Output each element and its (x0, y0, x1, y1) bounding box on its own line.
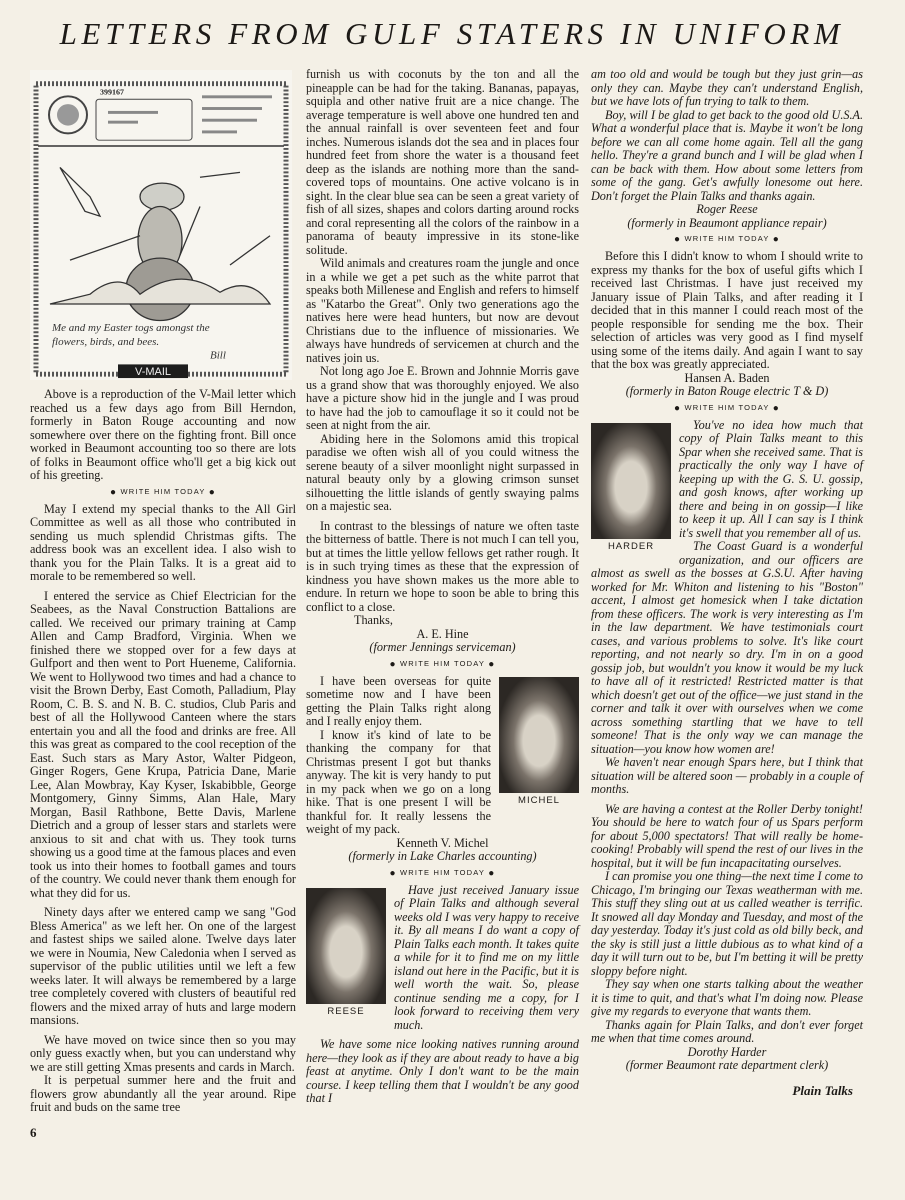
paragraph: Abiding here in the Solomons amid this tropical paradise we often wish all of you could witness the serene beauty of a silver moonlight night surpassed in natural beauty only by a glowing crimson sunset silhouetting the little islands of gently swaying palms on a majestic sea. (306, 431, 579, 513)
write-him-today-divider: ● WRITE HIM TODAY ● (109, 486, 217, 498)
paragraph: Before this I didn't know to whom I should write to express my thanks for the box of useful gifts which I received last Christmas. I have just received my January issue of Plain Talks, and after reading it I decided that in this manner I could reach most of the people responsible for sending me the box. Their selection of articles was very good as I find myself using some of the items daily. And again I want to say that the box was greatly appreciated. (591, 249, 863, 371)
signature-affiliation: (former Jennings serviceman) (369, 640, 516, 654)
vmail-label: V-MAIL (134, 366, 172, 379)
signature-name: Hansen A. Baden (684, 370, 770, 385)
paragraph: Thanks again for Plain Talks, and don't ever forget me when that time comes around. (591, 1017, 863, 1045)
signature-name: A. E. Hine (416, 626, 469, 641)
paragraph: Boy, will I be glad to get back to the good old U.S.A. What a wonderful place that is. Maybe it won't be long before we can all come home again. Tell all the gang hello. They're a grand bunch and I will be glad when I can be back with them. How about some letters from some of the gang. Get's awfully lonesome out here. Don't forget the Plain Talks and thanks again. (591, 107, 863, 203)
paragraph: Not long ago Joe E. Brown and Johnnie Morris gave us a grand show that was thoroughly enjoyed. We also have a picture show hid in the jungle and I was proud to have had the job to camouflage it so it could not be seen at night from the air. (306, 364, 579, 432)
paragraph: Have just received January issue of Plain Talks and although several weeks old I was very happy to receive it. By all means I do want a copy of Plain Talks each month. It takes quite a while for it to find me on my little island out here in the Pacific, but it is well worth the wait. So, please continue sending me a copy, for I look forward to receiving them very much. (394, 882, 579, 1032)
paragraph: am too old and would be tough but they just grin—as only they can. Maybe they can't understand English, but we have lots of fun trying to talk to them. (591, 67, 863, 108)
paragraph: The Coast Guard is a wonderful organization, and our officers are almost as swell as the bosses at G.S.U. After having worked for Mr. Whiton and listening to his "Boston" accent, I almost get homesick when I take dictation from these officers. The work is very interesting as I'm in the law department. We have testimonials court cases, and various problems to solve. It's like court reporting, and not nearly so dry. I'm in on a good gossip job, but wouldn't you know it would be my luck to have all of it restricted! Restricted matter is that which doesn't get out of the office—we just stand in the corner and talk it over with ourselves when we come across something startling that we have to tell someone! That is the only way we can manage the situation—you know how women are! (591, 539, 863, 756)
magazine-name: Plain Talks (792, 1082, 853, 1098)
paragraph: Ninety days after we entered camp we sang "God Bless America" as we left her. On one of the largest and fastest ships we sailed alone. Twelve days later we were in Noumia, New Caledonia when I served as supervisor of the public utilities until we left a few weeks later. It will always be remembered by a large tree completely covered with clusters of beautiful red flowers and the mixed array of huts and large modern mansions. (30, 905, 296, 1027)
paragraph: furnish us with coconuts by the ton and all the pineapple can be had for the taking. Bananas, papayas, squipla and other native fruit are a nice change. The average temperature is well above one hundred ten and the annual rainfall is over seventeen feet and four inches. Numerous islands dot the sea and in places four hundred feet from shore the water is a thousand feet deep as the islands are nothing more than the sand-covered tops of mountains. One active volcano is in sight. In the clear blue sea can be seen a great variety of fish of all sizes, shapes and colors darting around rocks and coral representing all the colors of the rainbow in a panorama of beauty impressive in its stone-like solitude. (306, 67, 579, 257)
portrait-photo (499, 677, 579, 793)
portrait-caption: REESE (327, 1005, 365, 1017)
vmail-caption-line2: flowers, birds, and bees. (52, 336, 160, 348)
paragraph: It is perpetual summer here and the fruit and flowers grow abundantly all the year around. Ripe fruit and buds on the same tree (30, 1073, 296, 1114)
signature-affiliation: (formerly in Baton Rouge electric T & D) (625, 384, 829, 398)
paragraph: I can promise you one thing—the next time I come to Chicago, I'm bringing our Texas weatherman with me. This stuff they sling out at us called weather is terrific. It snowed all day Monday and Tuesday, and most of the day yesterday. Today it's just cold as old billy beck, and the sky is still just a little dubious as to what kind of a day it will turn out to be, but I'm betting it will be pretty sloppy before night. (591, 869, 863, 978)
signature-name: Dorothy Harder (687, 1044, 767, 1059)
paragraph: I entered the service as Chief Electrician for the Seabees, as the Naval Construction Battalions are called. We received our primary training at Camp Allen and Camp Bradford, Virginia. When we finished there we stopped over for a few days at Gulfport and then went to Port Hueneme, California. We went to Hollywood two times and had a chance to visit the Brown Derby, East Comoth, Palladium, Play Room, C. B. S. and N. B. C. studios, Club Paris and best of all the Hollywood Canteen where the stars entertain you and all the food and drinks are free. All this was great as compared to the cool reception of the East. Such stars as Mary Astor, Walter Pidgeon, Ginger Rogers, Gene Krupa, Patricia Dane, Marie Lee, Alan Mowbray, Kay Kyser, Iskabibble, George Montgomery, Ginny Simms, Alan Hale, Mary Morgan, Basil Rathbone, Bette Davis, Marlene Dietrich and a group of lesser stars and starlets were anxious to sit and chat with us. They took turns showing us a good time at the famous places and even took us into their homes to football games and tours of the country. We could never thank them enough for what they did for us. (30, 588, 296, 900)
write-him-today-divider: ● WRITE HIM TODAY ● (389, 867, 496, 879)
portrait-harder (591, 423, 671, 553)
paragraph: We are having a contest at the Roller Derby tonight! You should be here to watch four of us Spars perform for about 5,000 spectators! That will really be home-cooking! Probably will spend the rest of our lives in the hospital, but it will be fun incapacitating ourselves. (591, 801, 863, 870)
vmail-caption-line1: Me and my Easter togs amongst the (52, 322, 210, 335)
signature-name: Kenneth V. Michel (396, 835, 489, 850)
paragraph: I know it's kind of late to be thanking the company for that Christmas present I got but thanks anyway. The kit is very handy to put in my pack when we go on a long hike. That is one present I will be thankful for. It really lessens the weight of my pack. (306, 727, 491, 836)
signature-affiliation: (former Beaumont rate department clerk) (625, 1058, 829, 1072)
portrait-photo (591, 423, 671, 539)
page-title: LETTERS FROM GULF STATERS IN UNIFORM (59, 16, 845, 51)
column-2 (306, 68, 579, 1106)
divider-label: WRITE HIM TODAY (684, 402, 770, 412)
portrait-caption: HARDER (607, 540, 655, 552)
signature-affiliation: (formerly in Lake Charles accounting) (348, 849, 537, 863)
vmail-serial: 399167 (100, 87, 124, 97)
portrait-caption: MICHEL (518, 794, 560, 806)
portrait-reese (306, 888, 386, 1018)
paragraph: May I extend my special thanks to the All Girl Committee as well as all those who contributed in sending us much splendid Christmas gifts. The address book was an excellent idea. I also wish to thank you for the Plain Talks. It is a great aid to morale to be remembered so well. (30, 501, 296, 583)
portrait-photo (306, 888, 386, 1004)
paragraph: Wild animals and creatures roam the jungle and once in a while we get a pet such as the white parrot that speaks both Millenese and English and refers to himself as "Katarbo the Great". Only two generations ago the natives here were head hunters, but now are devout Christians due to the influence of missionaries. We always have hundreds of servicemen at church and the natives join us. (306, 256, 579, 365)
vmail-letter-image (30, 70, 292, 380)
divider-label: WRITE HIM TODAY (684, 234, 770, 243)
paragraph: You've no idea how much that copy of Plain Talks meant to this Spar when she received same. That is practically the only way I have of keeping up with the G. S. U. gossip, and gosh knows, after working up there and being in on gossip—I like to keep it up. All I can say is I think it's swell that you remember all of us. (679, 417, 863, 540)
write-him-today-divider: ● WRITE HIM TODAY ● (673, 402, 781, 414)
paragraph: I have been overseas for quite sometime now and I have been getting the Plain Talks right along and I really enjoy them. (306, 673, 491, 728)
divider-label: WRITE HIM TODAY (120, 486, 206, 496)
column-1 (30, 70, 296, 1140)
portrait-michel (499, 677, 579, 807)
page-number: 6 (30, 1124, 37, 1140)
signature-affiliation: (formerly in Beaumont appliance repair) (627, 215, 827, 230)
paragraph: They say when one starts talking about the weather it is time to quit, and that's what I'm doing now. Please give my regards to everyone that wants them. (591, 977, 863, 1018)
paragraph: Above is a reproduction of the V-Mail letter which reached us a few days ago from Bill Herndon, formerly in Baton Rouge accounting and now somewhere over there on the fighting front. Bill once worked in Beaumont accounting too so there are lots of folks in Beaumont office who'll get a big kick out of his greeting. (30, 387, 296, 482)
letter-closing: Thanks, (354, 613, 393, 627)
column-3 (591, 68, 863, 1098)
divider-label: WRITE HIM TODAY (400, 867, 485, 877)
signature-name: Roger Reese (696, 202, 758, 216)
vmail-signature: Bill (210, 349, 226, 362)
write-him-today-divider: ● WRITE HIM TODAY ● (673, 234, 781, 245)
paragraph: In contrast to the blessings of nature we often taste the bitterness of battle. There is not much I can tell you, but at times the little yellow fellows get rather rough. It is in such trying times as these that the expression of kindness you have shown makes us the more able to endure. In return we hope to soon be able to bring this conflict to a close. (306, 518, 579, 614)
write-him-today-divider: ● WRITE HIM TODAY ● (389, 658, 496, 670)
divider-label: WRITE HIM TODAY (400, 658, 485, 668)
paragraph: We have moved on twice since then so you may only guess exactly when, but you can understand why we are still getting Xmas presents and cards in March. (30, 1032, 296, 1074)
paragraph: We have some nice looking natives running around here—they look as if they are about ready to have a big feast at anytime. Only I don't want to be the main course. I keep telling them that I wouldn't be any good that I (306, 1037, 579, 1105)
paragraph: We haven't near enough Spars here, but I think that situation will be altered soon — probably in a couple of months. (591, 755, 863, 796)
